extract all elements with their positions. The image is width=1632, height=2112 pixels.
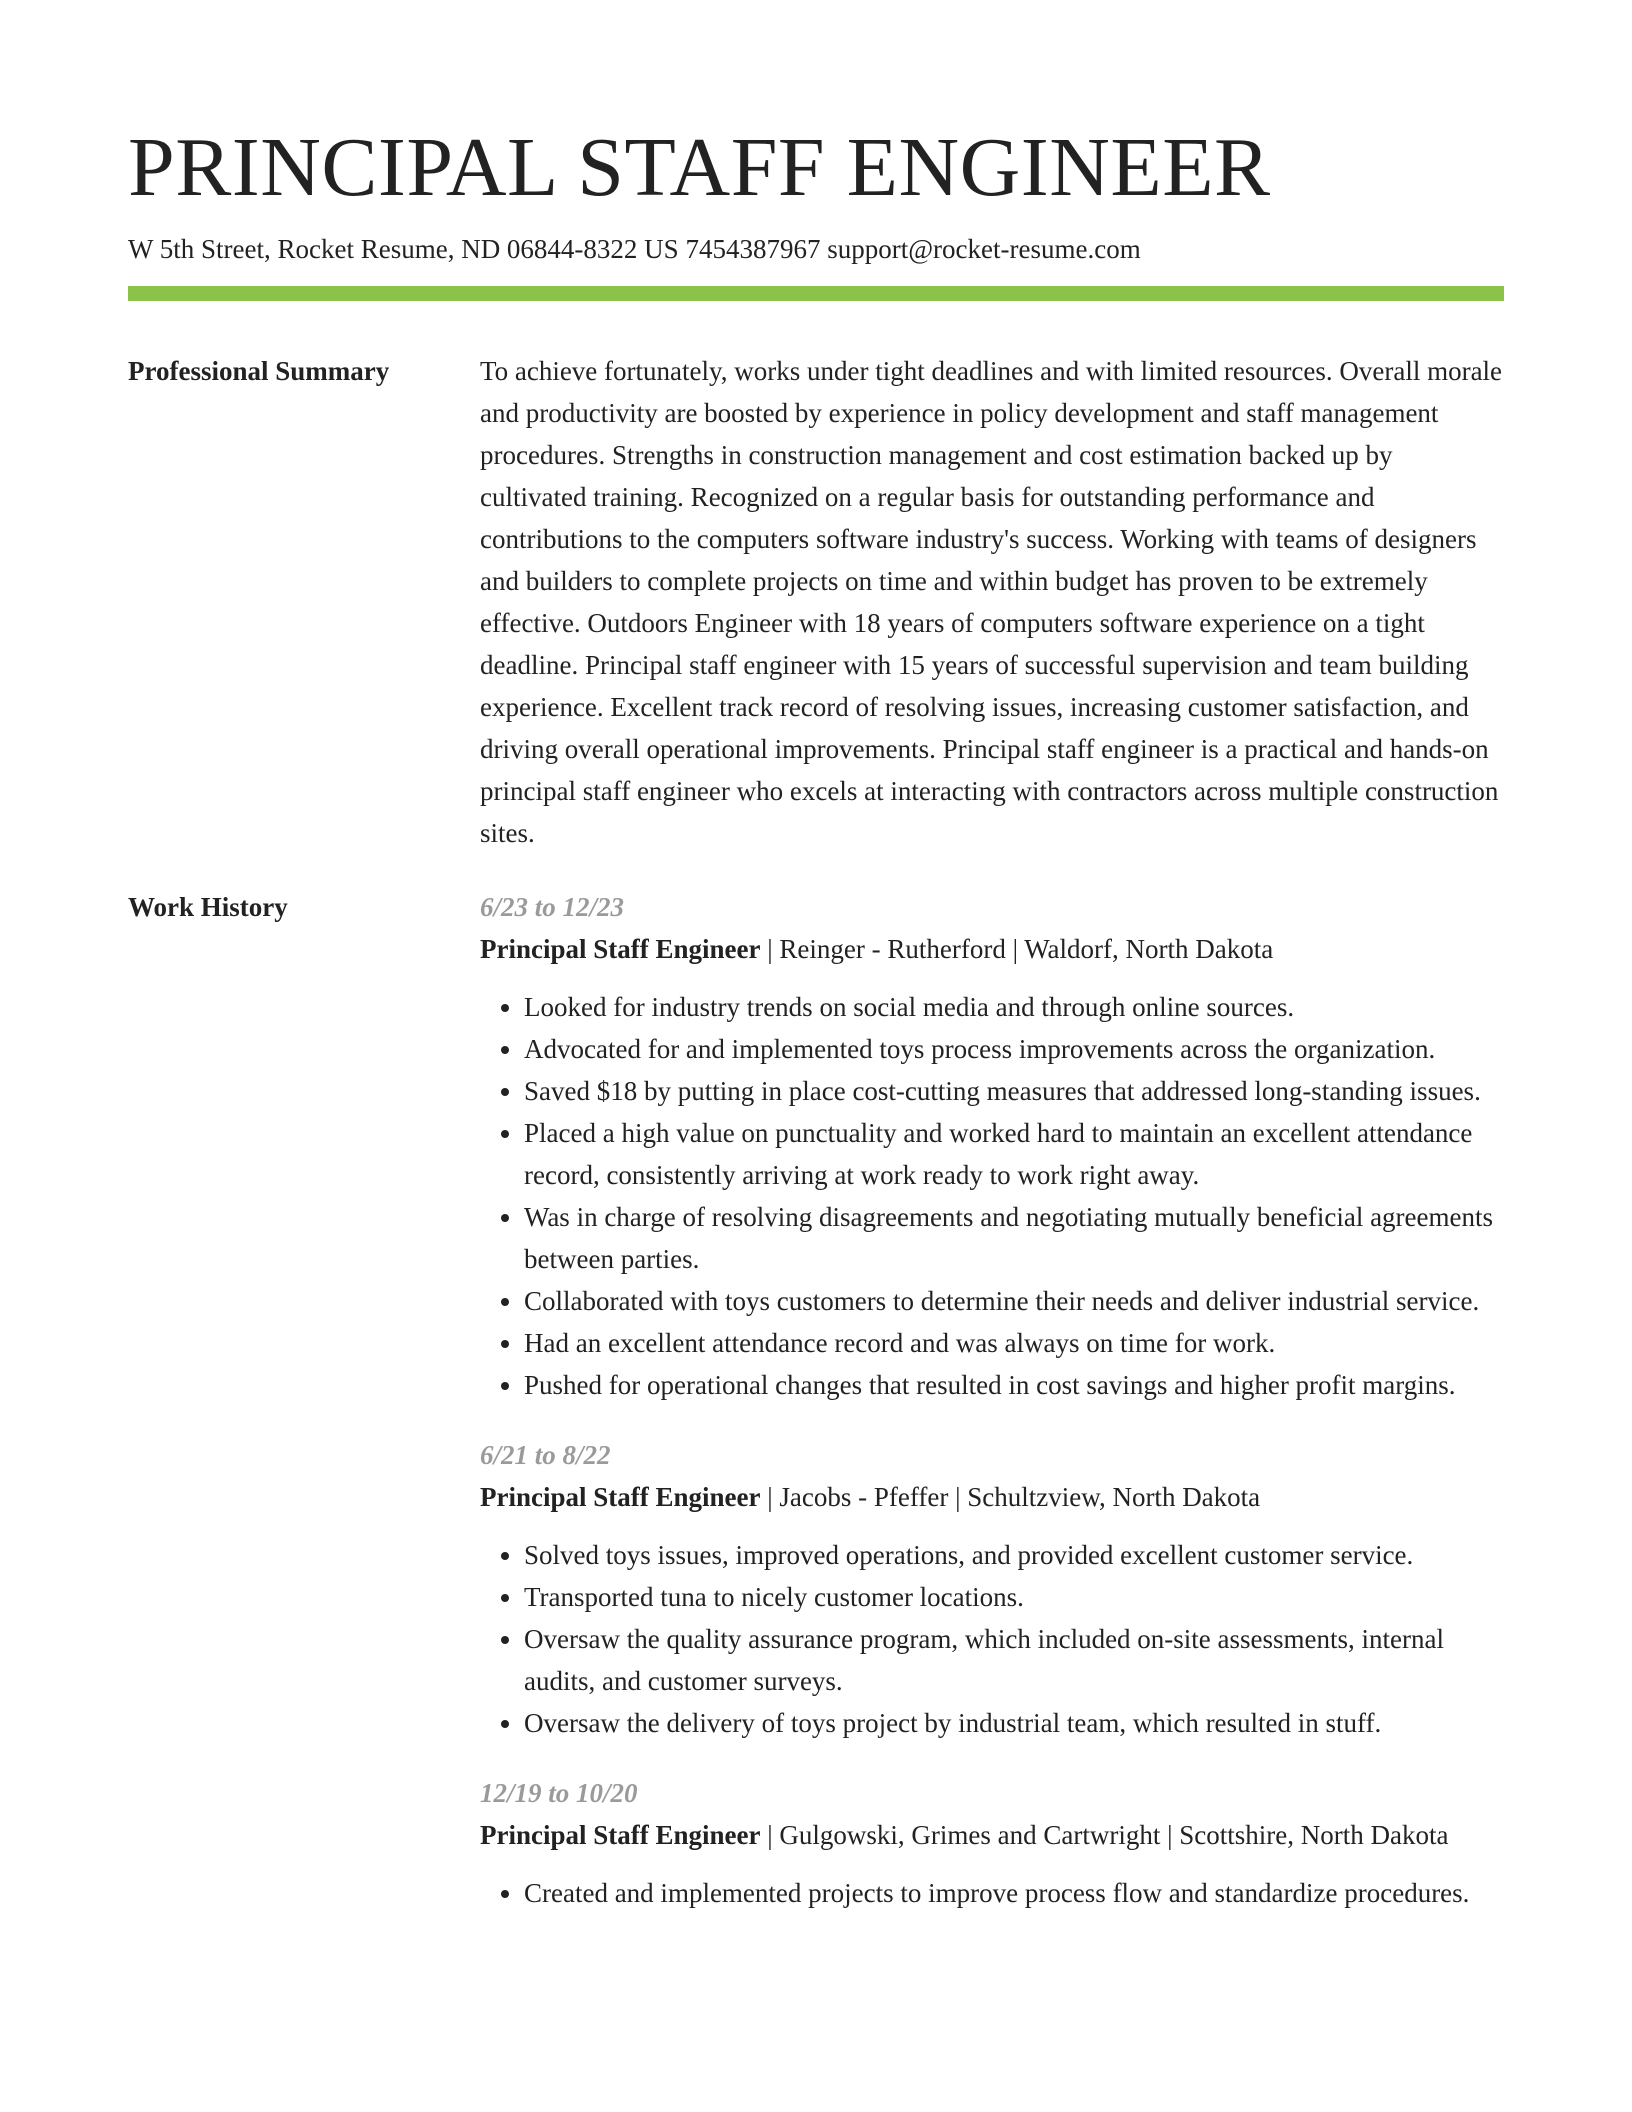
- job-role: Principal Staff Engineer: [480, 934, 761, 964]
- job-details: | Jacobs - Pfeffer | Schultzview, North Dakota: [760, 1482, 1261, 1512]
- duty-item: • Collaborated with toys customers to determine their needs and deliver industrial service.: [524, 1280, 1504, 1322]
- duty-item: • Placed a high value on punctuality and worked hard to maintain an excellent attendance record, consistently arriving at work ready to work right away.: [524, 1112, 1504, 1196]
- duty-item: • Solved toys issues, improved operations, and provided excellent customer service.: [524, 1534, 1504, 1576]
- job-title-line: [480, 1814, 1504, 1856]
- duties-list: [480, 1872, 1504, 1914]
- resume-title: PRINCIPAL STAFF ENGINEER: [128, 121, 1271, 214]
- duty-item: • Saved $18 by putting in place cost-cutting measures that addressed long-standing issues.: [524, 1070, 1504, 1112]
- duty-item: • Had an excellent attendance record and was always on time for work.: [524, 1322, 1504, 1364]
- job-dates: 6/23 to 12/23: [480, 892, 625, 922]
- job-dates: 12/19 to 10/20: [480, 1778, 638, 1808]
- job-details: | Gulgowski, Grimes and Cartwright | Scottshire, North Dakota: [760, 1820, 1449, 1850]
- work-history-body: [480, 886, 1504, 1942]
- job-role: Principal Staff Engineer: [480, 1820, 761, 1850]
- job-title-line: [480, 928, 1504, 970]
- duty-item: • Oversaw the quality assurance program, which included on-site assessments, internal audits, and customer surveys.: [524, 1618, 1504, 1702]
- duty-item: • Pushed for operational changes that resulted in cost savings and higher profit margins.: [524, 1364, 1504, 1406]
- job-role: Principal Staff Engineer: [480, 1482, 761, 1512]
- job-title-line: [480, 1476, 1504, 1518]
- job-entry: [480, 1434, 1504, 1744]
- duties-list: [480, 1534, 1504, 1744]
- job-entry: [480, 1772, 1504, 1914]
- duties-list: [480, 986, 1504, 1406]
- section-heading-work-history: Work History: [128, 892, 288, 922]
- duty-item: • Oversaw the delivery of toys project by industrial team, which resulted in stuff.: [524, 1702, 1504, 1744]
- summary-text: To achieve fortunately, works under tight deadlines and with limited resources. Overall morale and productivity are boosted by experience in policy development and staff management procedures. Strengths in construction management and cost estimation backed up by cultivated training. Recognized on a regular basis for outstanding performance and contributions to the computers software industry's success. Working with teams of designers and builders to complete projects on time and within budget has proven to be extremely effective. Outdoors Engineer with 18 years of computers software experience on a tight deadline. Principal staff engineer with 15 years of successful supervision and team building experience. Excellent track record of resolving issues, increasing customer satisfaction, and driving overall operational improvements. Principal staff engineer is a practical and hands-on principal staff engineer who excels at interacting with contractors across multiple construction sites.: [480, 356, 1503, 848]
- job-entry: [480, 886, 1504, 1406]
- summary-body: [480, 350, 1504, 854]
- duty-item: • Was in charge of resolving disagreements and negotiating mutually beneficial agreements between parties.: [524, 1196, 1504, 1280]
- contact-info: W 5th Street, Rocket Resume, ND 06844-8322 US 7454387967 support@rocket-resume.com: [128, 234, 1141, 264]
- duty-item: • Looked for industry trends on social media and through online sources.: [524, 986, 1504, 1028]
- section-heading-summary: Professional Summary: [128, 356, 390, 386]
- accent-divider: [128, 286, 1504, 301]
- duty-item: • Created and implemented projects to improve process flow and standardize procedures.: [524, 1872, 1504, 1914]
- duty-item: • Advocated for and implemented toys process improvements across the organization.: [524, 1028, 1504, 1070]
- job-dates: 6/21 to 8/22: [480, 1440, 611, 1470]
- job-details: | Reinger - Rutherford | Waldorf, North Dakota: [760, 934, 1274, 964]
- duty-item: • Transported tuna to nicely customer locations.: [524, 1576, 1504, 1618]
